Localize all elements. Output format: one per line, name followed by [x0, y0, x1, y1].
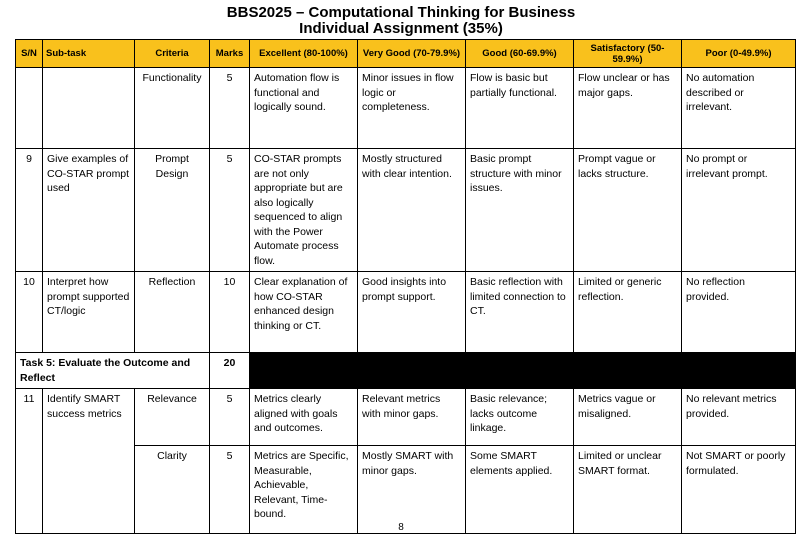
cell-satisfactory: Flow unclear or has major gaps.: [574, 68, 682, 149]
page-number: 8: [398, 522, 404, 533]
cell-good: Some SMART elements applied.: [466, 446, 574, 534]
cell-satisfactory: Limited or unclear SMART format.: [574, 446, 682, 534]
cell-good: Basic relevance; lacks outcome linkage.: [466, 389, 574, 446]
document-title: [0, 5, 802, 37]
cell-poor: Not SMART or poorly formulated.: [682, 446, 796, 534]
cell-criteria: Relevance: [135, 389, 210, 446]
cell-sn: 10: [16, 272, 43, 353]
cell-excellent: Clear explanation of how CO-STAR enhanced design thinking or CT.: [250, 272, 358, 353]
cell-very-good: Relevant metrics with minor gaps.: [358, 389, 466, 446]
header-good: Good (60-69.9%): [466, 40, 574, 68]
title-line-1: BBS2025 – Computational Thinking for Business: [226, 4, 576, 21]
cell-marks: 10: [210, 272, 250, 353]
cell-excellent: Metrics clearly aligned with goals and outcomes.: [250, 389, 358, 446]
cell-marks: 5: [210, 389, 250, 446]
header-poor: Poor (0-49.9%): [682, 40, 796, 68]
cell-good: Flow is basic but partially functional.: [466, 68, 574, 149]
cell-sn: 9: [16, 149, 43, 272]
cell-poor: No automation described or irrelevant.: [682, 68, 796, 149]
cell-very-good: Good insights into prompt support.: [358, 272, 466, 353]
header-marks: Marks: [210, 40, 250, 68]
header-subtask: Sub-task: [43, 40, 135, 68]
cell-satisfactory: Prompt vague or lacks structure.: [574, 149, 682, 272]
cell-marks: 5: [210, 68, 250, 149]
task5-black-bar: [250, 353, 796, 389]
header-criteria: Criteria: [135, 40, 210, 68]
cell-sn: [16, 68, 43, 149]
cell-subtask: Interpret how prompt supported CT/logic: [43, 272, 135, 353]
cell-excellent: Metrics are Specific, Measurable, Achievable, Relevant, Time-bound.: [250, 446, 358, 534]
cell-subtask: Identify SMART success metrics: [43, 389, 135, 534]
cell-marks: 5: [210, 149, 250, 272]
cell-very-good: Minor issues in flow logic or completeness.: [358, 68, 466, 149]
cell-excellent: CO-STAR prompts are not only appropriate but are also logically sequenced to align with the Power Automate process flow.: [250, 149, 358, 272]
table-row: [16, 68, 796, 149]
cell-satisfactory: Metrics vague or misaligned.: [574, 389, 682, 446]
cell-very-good: Mostly SMART with minor gaps.: [358, 446, 466, 534]
cell-very-good: Mostly structured with clear intention.: [358, 149, 466, 272]
header-very-good: Very Good (70-79.9%): [358, 40, 466, 68]
cell-criteria: Prompt Design: [135, 149, 210, 272]
cell-sn: 11: [16, 389, 43, 534]
header-sn: S/N: [16, 40, 43, 68]
cell-criteria: Clarity: [135, 446, 210, 534]
task5-row: [16, 353, 796, 389]
header-row: [16, 40, 796, 68]
cell-good: Basic reflection with limited connection to CT.: [466, 272, 574, 353]
cell-satisfactory: Limited or generic reflection.: [574, 272, 682, 353]
cell-excellent: Automation flow is functional and logically sound.: [250, 68, 358, 149]
cell-marks: 5: [210, 446, 250, 534]
cell-subtask: Give examples of CO-STAR prompt used: [43, 149, 135, 272]
cell-poor: No prompt or irrelevant prompt.: [682, 149, 796, 272]
rubric-table: [15, 39, 796, 534]
cell-subtask: [43, 68, 135, 149]
cell-poor: No relevant metrics provided.: [682, 389, 796, 446]
cell-criteria: Functionality: [135, 68, 210, 149]
cell-good: Basic prompt structure with minor issues.: [466, 149, 574, 272]
title-line-2: Individual Assignment (35%): [299, 20, 503, 37]
cell-poor: No reflection provided.: [682, 272, 796, 353]
task5-label: Task 5: Evaluate the Outcome and Reflect: [16, 353, 210, 389]
table-row: [16, 149, 796, 272]
table-row: [16, 389, 796, 446]
table-row: [16, 272, 796, 353]
header-excellent: Excellent (80-100%): [250, 40, 358, 68]
task5-marks: 20: [210, 353, 250, 389]
cell-criteria: Reflection: [135, 272, 210, 353]
header-satisfactory: Satisfactory (50-59.9%): [574, 40, 682, 68]
